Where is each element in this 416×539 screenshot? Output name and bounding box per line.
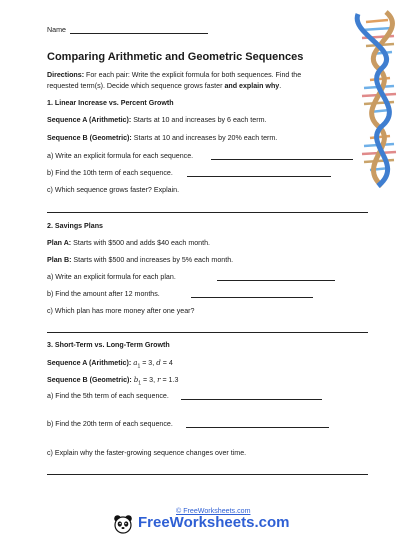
math-text: = 4	[160, 359, 173, 367]
copyright-link[interactable]: © FreeWorksheets.com	[176, 507, 251, 515]
answer-line[interactable]	[211, 159, 353, 160]
section-1-question-a: a) Write an explicit formula for each sequence.	[47, 152, 194, 160]
section-divider	[47, 212, 368, 213]
brand-wordmark[interactable]: FreeWorksheets.com	[138, 514, 290, 531]
item-text: Starts with $500 and adds $40 each month.	[71, 239, 211, 247]
section-3-question-a: a) Find the 5th term of each sequence.	[47, 392, 169, 400]
name-label: Name	[47, 26, 66, 34]
item-label: Plan B:	[47, 256, 72, 264]
section-divider	[47, 332, 368, 333]
math-text: = 1.3	[160, 376, 179, 384]
section-2-item-a	[47, 239, 210, 248]
section-3-item-b	[47, 375, 178, 388]
math-text: = 3,	[141, 376, 158, 384]
section-divider	[47, 474, 368, 475]
item-text: Starts at 10 and increases by 20% each term.	[131, 134, 278, 142]
directions	[47, 70, 301, 92]
name-field[interactable]	[70, 33, 208, 34]
dna-helix-icon	[348, 10, 412, 188]
panda-icon	[113, 514, 133, 534]
item-label: Plan A:	[47, 239, 72, 247]
answer-line[interactable]	[186, 427, 329, 428]
math-variable: d	[156, 358, 161, 367]
section-1-item-b	[47, 134, 277, 143]
item-label: Sequence A (Arithmetic):	[47, 116, 132, 124]
item-label: Sequence A (Arithmetic):	[47, 359, 132, 367]
math-variable: r	[157, 375, 161, 384]
section-2-question-c: c) Which plan has more money after one year?	[47, 307, 195, 315]
directions-text-2: requested term(s). Decide which sequence grows faster	[47, 82, 225, 90]
math-subscript: 1	[137, 363, 141, 370]
math-subscript: 1	[138, 380, 142, 387]
item-label: Sequence B (Geometric):	[47, 134, 132, 142]
section-2-heading: 2. Savings Plans	[47, 222, 103, 230]
answer-line[interactable]	[187, 176, 331, 177]
directions-text-end: .	[279, 82, 282, 90]
item-text: Starts at 10 and increases by 6 each term.	[131, 116, 267, 124]
section-2-item-b	[47, 256, 233, 265]
section-1-item-a	[47, 116, 266, 125]
section-3-item-a	[47, 358, 173, 371]
section-2-question-a: a) Write an explicit formula for each plan.	[47, 273, 176, 281]
section-3-heading: 3. Short-Term vs. Long-Term Growth	[47, 341, 170, 349]
section-3-question-c: c) Explain why the faster-growing sequence changes over time.	[47, 449, 247, 457]
math-text: = 3,	[140, 359, 157, 367]
section-3-question-b: b) Find the 20th term of each sequence.	[47, 420, 173, 428]
section-1-heading: 1. Linear Increase vs. Percent Growth	[47, 99, 174, 107]
section-1-question-b: b) Find the 10th term of each sequence.	[47, 169, 173, 177]
item-label: Sequence B (Geometric):	[47, 376, 132, 384]
directions-emphasis: and explain why	[224, 82, 280, 90]
directions-label: Directions:	[47, 71, 85, 79]
answer-line[interactable]	[181, 399, 322, 400]
item-text: Starts with $500 and increases by 5% each month.	[71, 256, 234, 264]
page-title: Comparing Arithmetic and Geometric Sequences	[47, 51, 304, 63]
math-variable: a	[133, 358, 138, 367]
answer-line[interactable]	[191, 297, 313, 298]
answer-line[interactable]	[217, 280, 335, 281]
directions-text-1: For each pair: Write the explicit formula for both sequences. Find the	[84, 71, 302, 79]
math-variable: b	[133, 375, 139, 384]
section-2-question-b: b) Find the amount after 12 months.	[47, 290, 160, 298]
section-1-question-c: c) Which sequence grows faster? Explain.	[47, 186, 180, 194]
